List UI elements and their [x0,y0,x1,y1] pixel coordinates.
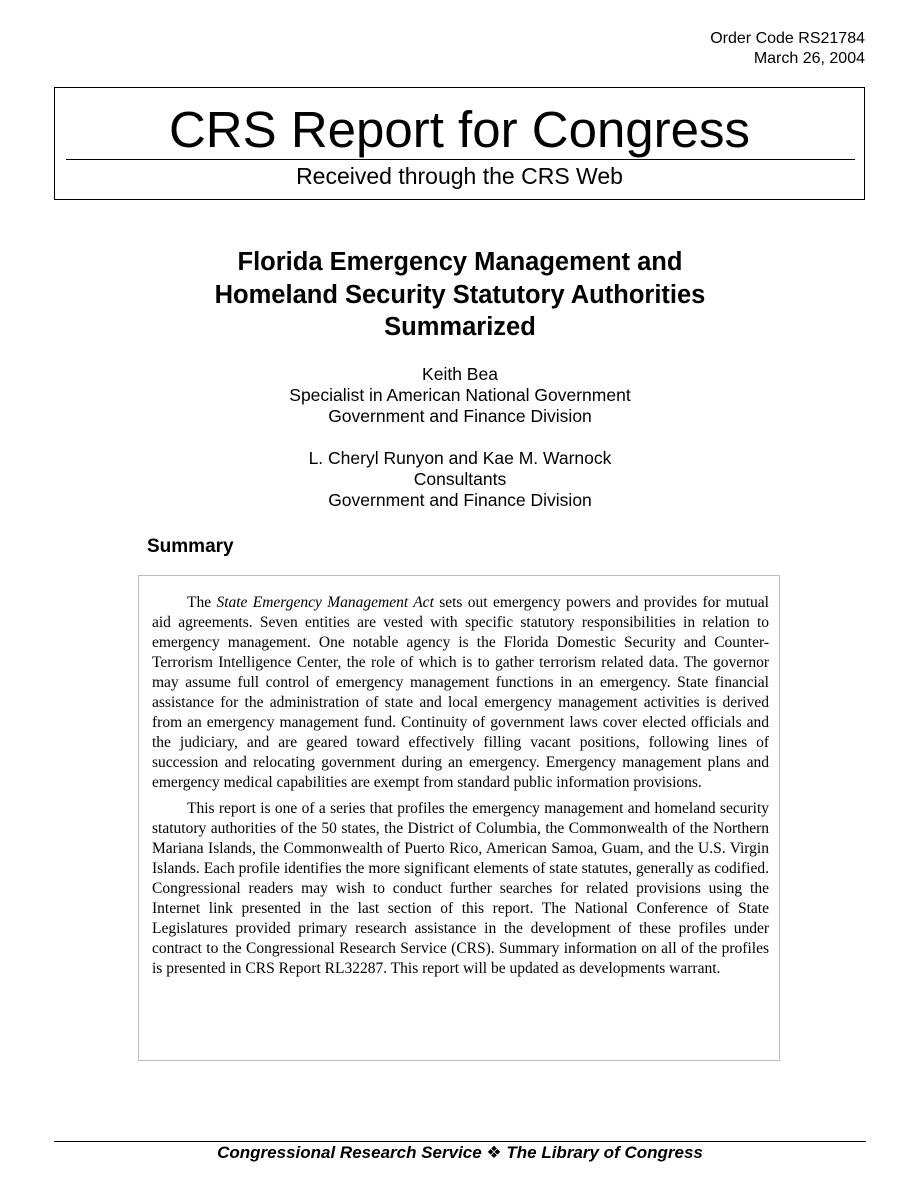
summary-paragraph-2: This report is one of a series that profiles the emergency management and homeland security statutory authorities of the 50 states, the District of Columbia, the Commonwealth of the Northern Mariana Islands, the Commonwealth of Puerto Rico, American Samoa, Guam, and the U.S. Virgin Islands. Each profile identifies the more significant elements of state statutes, generally as codified. Congressional readers may wish to conduct further searches for related provisions using the Internet link presented in the last section of this report. The National Conference of State Legislatures provided primary research assistance in the development of these profiles under contract to the Congressional Research Service (CRS). Summary information on all of the profiles is presented in CRS Report RL32287. This report will be updated as developments warrant. [152,800,769,977]
header-divider [66,159,855,160]
summary-p1-rest: sets out emergency powers and provides for mutual aid agreements. Seven entities are vested with specific statutory responsibilities in relation to emergency management. One notable agency is the Florida Domestic Security and Counter-Terrorism Intelligence Center, the role of which is to gather terrorism related data. The governor may assume full control of emergency management functions in an emergency. State financial assistance for the administration of state and local emergency management activities is derived from an emergency management fund. Continuity of government laws cover elected officials and the judiciary, and are geared toward effectively filling vacant positions, following lines of succession and relocating government during an emergency. Emergency management plans and emergency medical capabilities are exempt from standard public information provisions. [152,594,769,791]
report-header-title: CRS Report for Congress [168,101,751,158]
author-name: Keith Bea [422,364,498,384]
order-info [710,29,865,69]
author-block-bea [0,364,920,427]
document-title [0,246,920,344]
act-name: State Emergency Management Act [216,594,434,611]
author-name: L. Cheryl Runyon and Kae M. Warnock [308,448,612,468]
footer-divider [54,1141,866,1142]
report-header-box [54,87,865,200]
order-date: March 26, 2004 [753,50,865,67]
title-line: Homeland Security Statutory Authorities [214,280,706,309]
author-block-runyon-warnock [0,448,920,511]
title-line: Summarized [384,313,536,341]
title-line: Florida Emergency Management and [237,248,683,276]
author-position: Consultants [413,469,507,489]
report-header-subtitle: Received through the CRS Web [296,163,623,189]
author-division: Government and Finance Division [328,490,592,510]
footer-text: Congressional Research Service ❖ The Library of Congress [217,1143,703,1162]
summary-box [138,575,780,1061]
summary-p1-lead: The [187,594,217,611]
author-division: Government and Finance Division [328,406,592,426]
summary-text [152,593,769,979]
summary-paragraph-1 [152,593,769,793]
order-code: Order Code RS21784 [710,30,865,47]
author-position: Specialist in American National Government [289,385,631,405]
summary-heading: Summary [147,536,234,557]
